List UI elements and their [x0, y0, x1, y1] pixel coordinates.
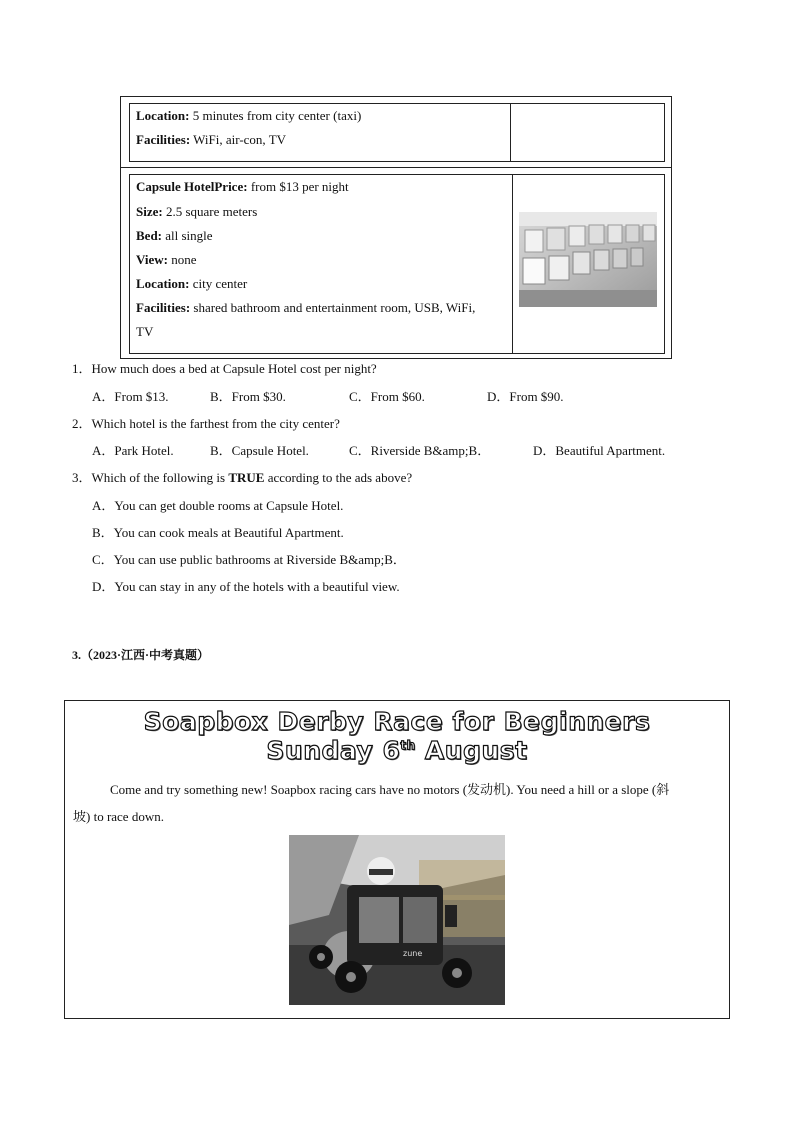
question-3-option-b: B．You can cook meals at Beautiful Apartment.	[92, 525, 344, 540]
soapbox-car-image	[289, 835, 505, 1005]
question-2-option-a: A．Park Hotel.	[92, 443, 174, 458]
question-1-option-b: B．From $30.	[210, 389, 286, 404]
ad-text-line-1: Come and try something new! Soapbox racing cars have no motors (发动机). You need a hill or a slope (斜	[110, 782, 670, 797]
row2-size-value: 2.5 square meters	[162, 204, 258, 219]
row2-location-label: Location:	[136, 276, 190, 291]
soapbox-ad-box	[64, 700, 730, 1019]
car-logo-text: zune	[403, 949, 423, 958]
row2-view-value: none	[168, 252, 197, 267]
row1-image-cell	[510, 103, 665, 162]
row1-location	[136, 108, 361, 124]
row2-size	[136, 204, 257, 220]
question-2-stem: 2．Which hotel is the farthest from the city center?	[72, 416, 340, 431]
capsule-hotel-photo	[519, 212, 657, 307]
question-3-option-c: C．You can use public bathrooms at Riverside B&amp;B．	[92, 552, 406, 567]
row2-size-label: Size:	[136, 204, 163, 219]
row2-location-value: city center	[189, 276, 248, 291]
ad-date-sup: th	[400, 738, 416, 753]
capsule-hotel-image	[519, 212, 657, 307]
ad-title: Soapbox Derby Race for Beginners	[143, 707, 651, 736]
question-2-option-c: C．Riverside B&amp;B．	[349, 443, 491, 458]
question-3-stem-pre: 3．Which of the following is	[72, 470, 229, 485]
row-divider	[121, 167, 671, 168]
row2-facilities-value-2: TV	[136, 324, 154, 339]
question-1-option-c: C．From $60.	[349, 389, 425, 404]
ad-date-pre: Sunday 6	[266, 736, 401, 765]
row1-facilities-value: WiFi, air-con, TV	[190, 132, 287, 147]
row2-bed	[136, 228, 213, 244]
question-3-stem	[72, 470, 412, 486]
row2-facilities	[136, 300, 475, 316]
ad-date	[65, 736, 729, 765]
row2-facilities-value: shared bathroom and entertainment room, USB, WiFi,	[190, 300, 476, 315]
row2-view	[136, 252, 197, 268]
soapbox-car-photo	[289, 835, 505, 1005]
question-1-option-d: D．From $90.	[487, 389, 564, 404]
row1-location-label: Location:	[136, 108, 190, 123]
row2-view-label: View:	[136, 252, 169, 267]
row2-name-price	[136, 179, 349, 195]
question-1-option-a: A．From $13.	[92, 389, 169, 404]
row2-facilities-cont	[136, 324, 153, 340]
ad-date-post: August	[415, 736, 528, 765]
row2-facilities-label: Facilities:	[136, 300, 191, 315]
row2-bed-value: all single	[162, 228, 213, 243]
question-1-stem: 1．How much does a bed at Capsule Hotel cost per night?	[72, 361, 377, 376]
question-3-option-d: D．You can stay in any of the hotels with a beautiful view.	[92, 579, 400, 594]
question-2-option-b: B．Capsule Hotel.	[210, 443, 309, 458]
question-3-stem-bold: TRUE	[228, 470, 265, 485]
row1-facilities	[136, 132, 286, 148]
ad-text-line-2: 坡) to race down.	[73, 809, 164, 824]
row2-name-label: Capsule HotelPrice:	[136, 179, 248, 194]
row1-facilities-label: Facilities:	[136, 132, 191, 147]
row2-location	[136, 276, 247, 292]
row1-location-value: 5 minutes from city center (taxi)	[189, 108, 362, 123]
question-2-option-d: D．Beautiful Apartment.	[533, 443, 666, 458]
question-3-option-a: A．You can get double rooms at Capsule Hotel.	[92, 498, 344, 513]
row2-bed-label: Bed:	[136, 228, 162, 243]
question-3-stem-post: according to the ads above?	[264, 470, 413, 485]
section-3-label: 3.（2023·江西·中考真题）	[72, 648, 210, 662]
row2-name-value: from $13 per night	[247, 179, 349, 194]
